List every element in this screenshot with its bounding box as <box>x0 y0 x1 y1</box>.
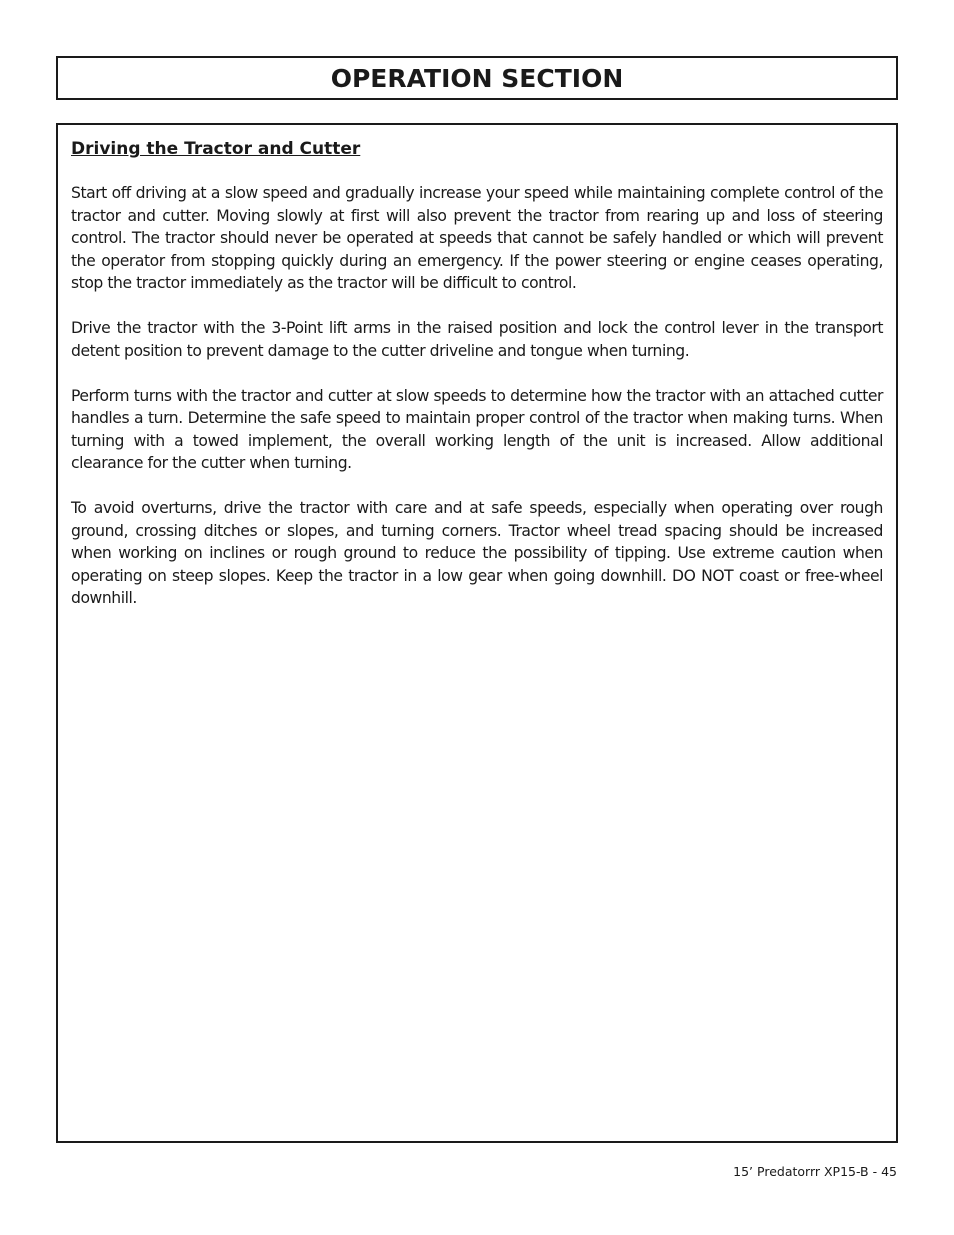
section-heading: Driving the Tractor and Cutter <box>71 139 361 159</box>
page-footer: 15’ Predatorrr XP15-B - 45 <box>733 1164 897 1179</box>
content-body <box>71 137 883 632</box>
paragraph-slow-start: Start off driving at a slow speed and gradually increase your speed while maintaining complete control of the tractor and cutter. Moving slowly at first will also prevent the tractor from rearing up and loss of steering control. The tractor should never be operated at speeds that cannot be safely handled or which will prevent the operator from stopping quickly during an emergency. If the power steering or engine ceases operating, stop the tractor immediately as the tractor will be difficult to control. <box>71 184 883 292</box>
paragraph-turns: Perform turns with the tractor and cutter at slow speeds to determine how the tractor with an attached cutter handles a turn. Determine the safe speed to maintain proper control of the tractor when making turns. When turning with a towed implement, the overall working length of the unit is increased. Allow additional clearance for the cutter when turning. <box>71 386 883 472</box>
section-header-box <box>56 56 898 100</box>
content-box <box>56 123 898 1143</box>
paragraph-overturns: To avoid overturns, drive the tractor with care and at safe speeds, especially when operating over rough ground, crossing ditches or slopes, and turning corners. Tractor wheel tread spacing should be increased when working on inclines or rough ground to reduce the possibility of tipping. Use extreme caution when operating on steep slopes. Keep the tractor in a low gear when going downhill. DO NOT coast or free-wheel downhill. <box>71 499 883 607</box>
page-title: OPERATION SECTION <box>330 63 624 93</box>
paragraph-lift-arms: Drive the tractor with the 3-Point lift arms in the raised position and lock the control lever in the transport detent position to prevent damage to the cutter driveline and tongue when turning. <box>71 319 883 360</box>
